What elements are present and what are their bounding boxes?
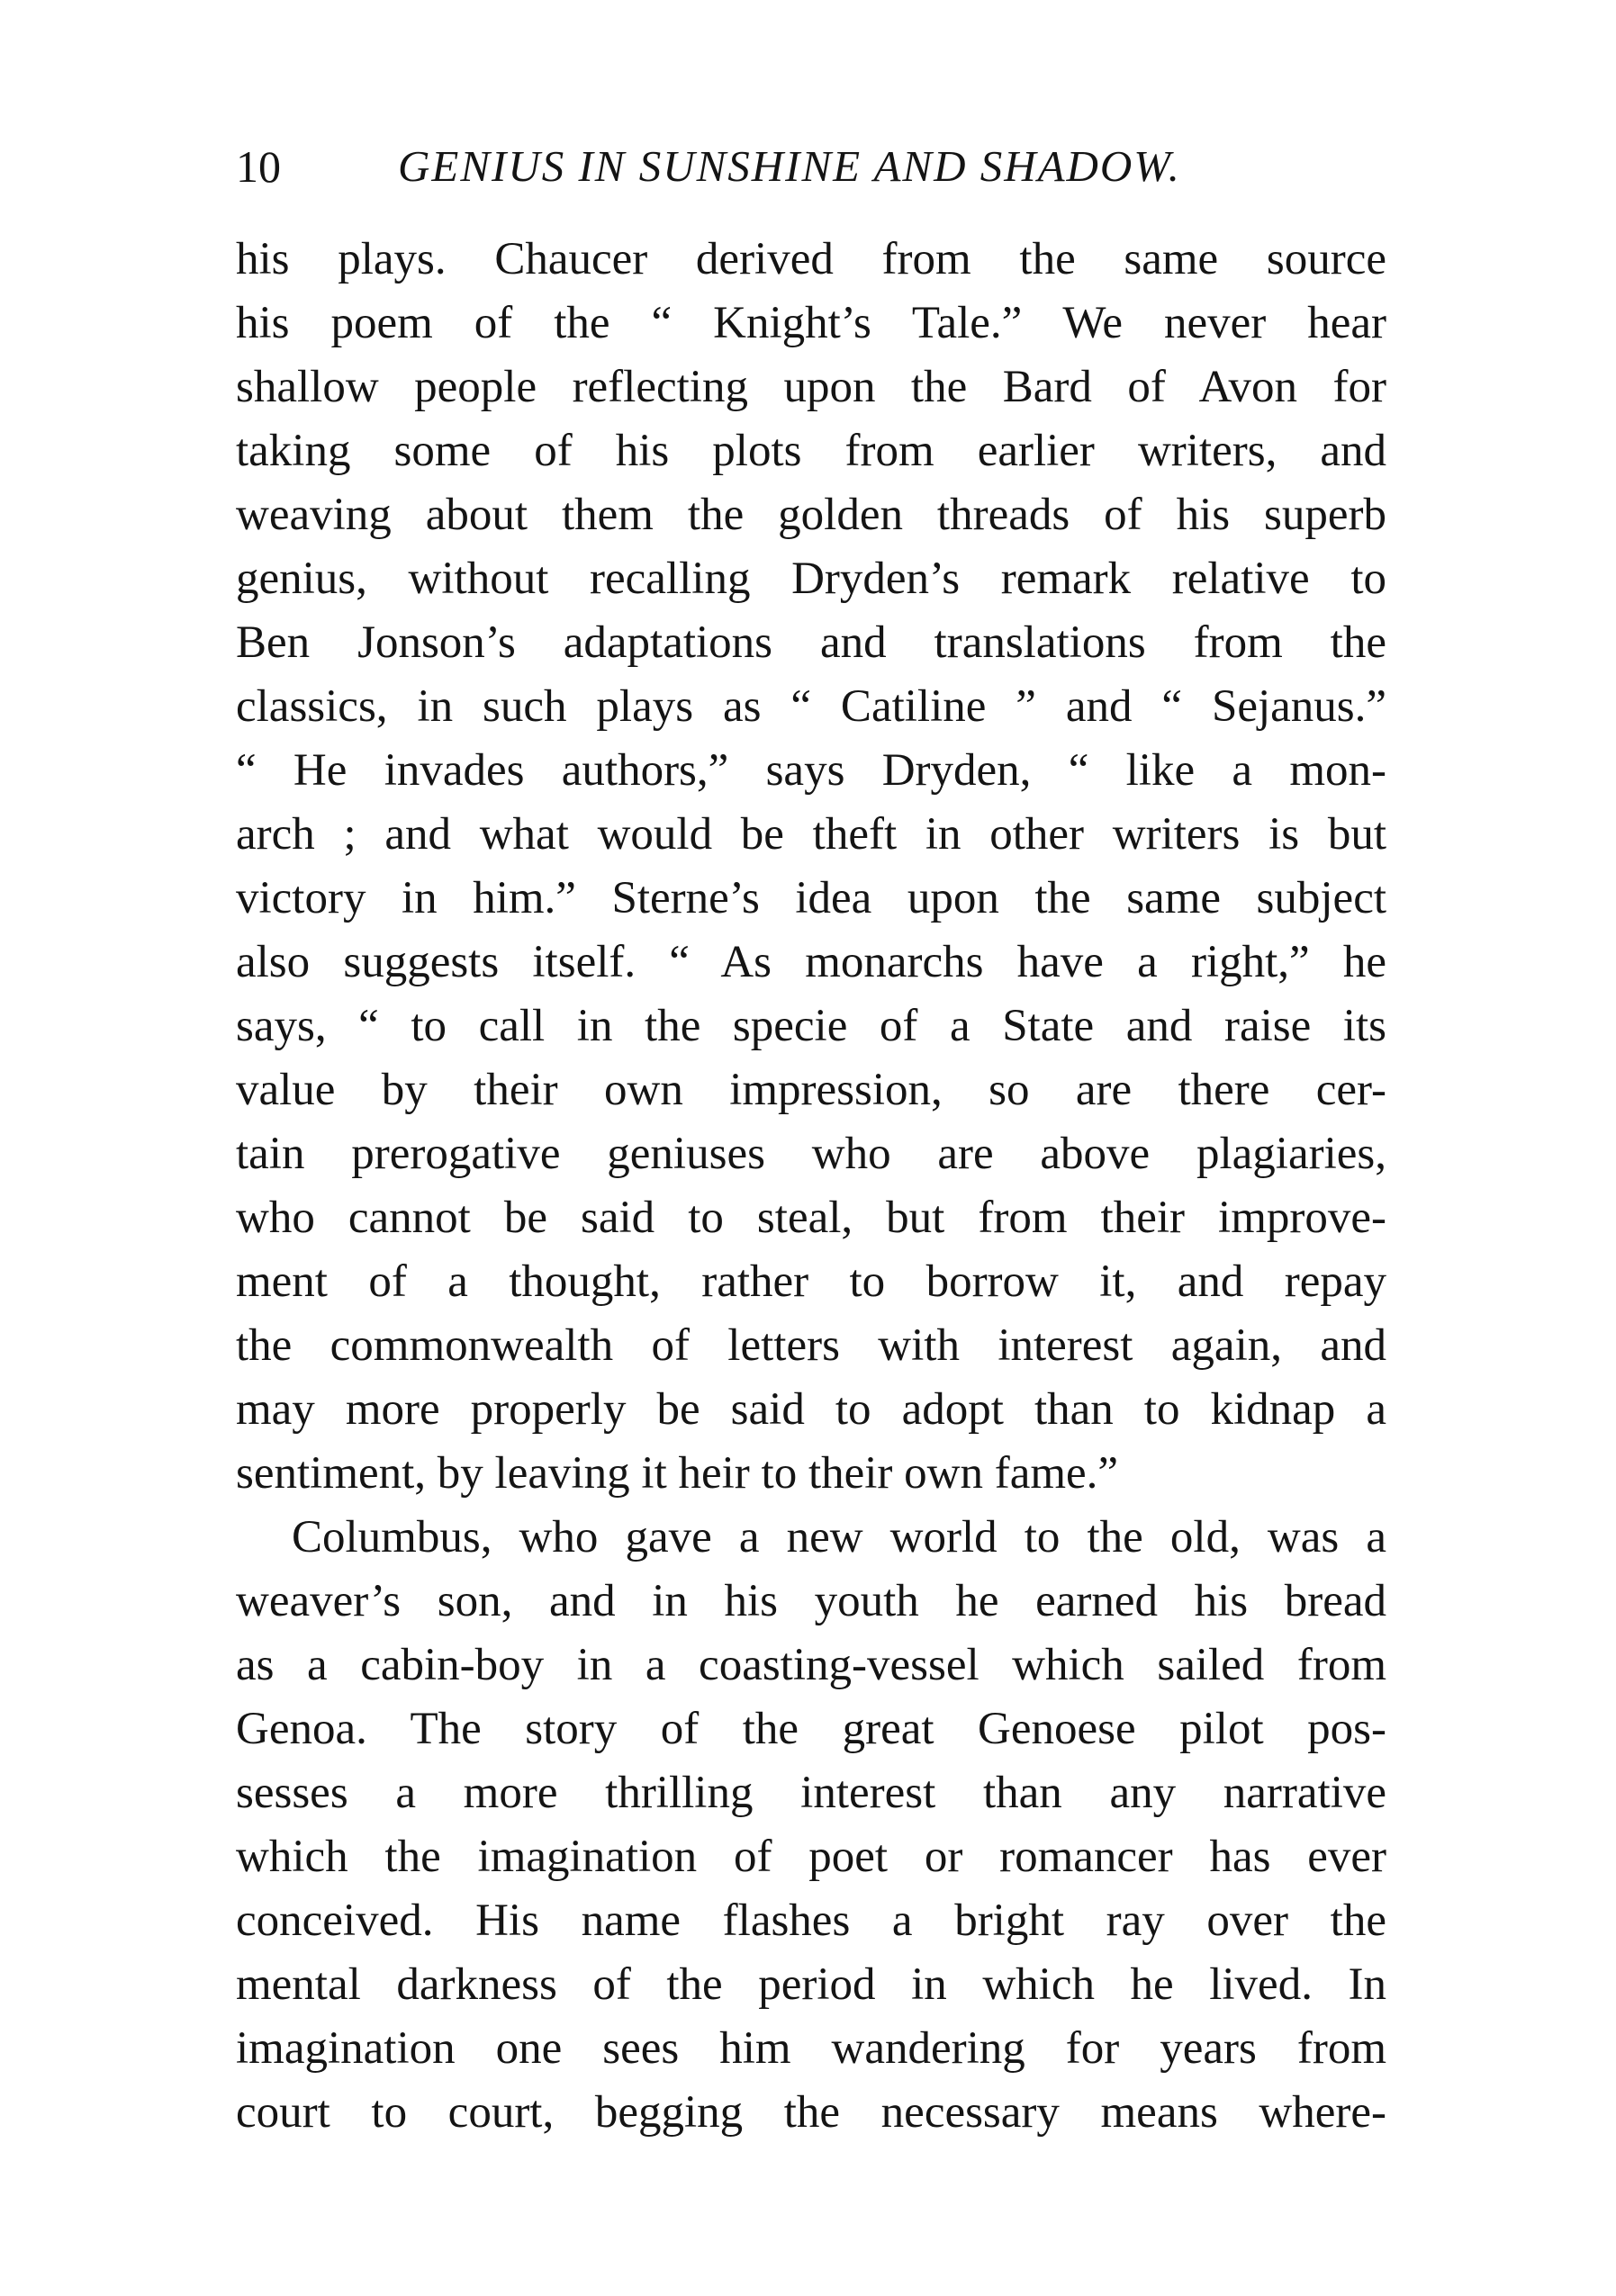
paragraph-end-line: sentiment, by leaving it heir to their own fame.” <box>236 1448 1119 1499</box>
text-line: mental darkness of the period in which he lived. In <box>236 1959 1386 2010</box>
text-line: arch ; and what would be theft in other writers is but <box>236 809 1386 860</box>
page-number: 10 <box>236 141 281 192</box>
body-text <box>236 228 1386 2145</box>
text-line: weaving about them the golden threads of his superb <box>236 490 1386 540</box>
text-line: says, “ to call in the specie of a State and raise its <box>236 1001 1386 1051</box>
text-line: as a cabin-boy in a coasting-vessel which sailed from <box>236 1640 1386 1690</box>
text-line: imagination one sees him wandering for years from <box>236 2023 1386 2074</box>
text-line: conceived. His name flashes a bright ray over the <box>236 1895 1386 1946</box>
text-line: classics, in such plays as “ Catiline ” and “ Sejanus.” <box>236 681 1386 732</box>
text-line: court to court, begging the necessary means where- <box>236 2087 1386 2138</box>
page-header <box>236 135 1388 198</box>
text-line: may more properly be said to adopt than to kidnap a <box>236 1384 1386 1435</box>
text-line: ment of a thought, rather to borrow it, and repay <box>236 1256 1386 1307</box>
text-line: “ He invades authors,” says Dryden, “ like a mon- <box>236 745 1386 796</box>
text-line: who cannot be said to steal, but from their improve- <box>236 1193 1386 1243</box>
text-line: his plays. Chaucer derived from the same source <box>236 234 1386 284</box>
text-line: his poem of the “ Knight’s Tale.” We never hear <box>236 298 1386 348</box>
text-line: Ben Jonson’s adaptations and translations from the <box>236 617 1386 668</box>
text-line: taking some of his plots from earlier writers, and <box>236 426 1386 476</box>
text-line: victory in him.” Sterne’s idea upon the same subject <box>236 873 1386 923</box>
text-line: Genoa. The story of the great Genoese pilot pos- <box>236 1704 1386 1754</box>
text-line: weaver’s son, and in his youth he earned his bread <box>236 1576 1386 1626</box>
text-line: sesses a more thrilling interest than any narrative <box>236 1768 1386 1818</box>
text-line: also suggests itself. “ As monarchs have a right,” he <box>236 937 1386 987</box>
text-line: tain prerogative geniuses who are above plagiaries, <box>236 1129 1386 1179</box>
paragraph-start-line: Columbus, who gave a new world to the old, was a <box>292 1512 1386 1562</box>
text-line: the commonwealth of letters with interest again, and <box>236 1320 1386 1371</box>
text-line: shallow people reflecting upon the Bard of Avon for <box>236 362 1386 412</box>
text-line: value by their own impression, so are there cer- <box>236 1065 1386 1115</box>
running-title: GENIUS IN SUNSHINE AND SHADOW. <box>398 141 1181 191</box>
text-line: which the imagination of poet or romancer has ever <box>236 1832 1386 1882</box>
text-line: genius, without recalling Dryden’s remark relative to <box>236 554 1386 604</box>
